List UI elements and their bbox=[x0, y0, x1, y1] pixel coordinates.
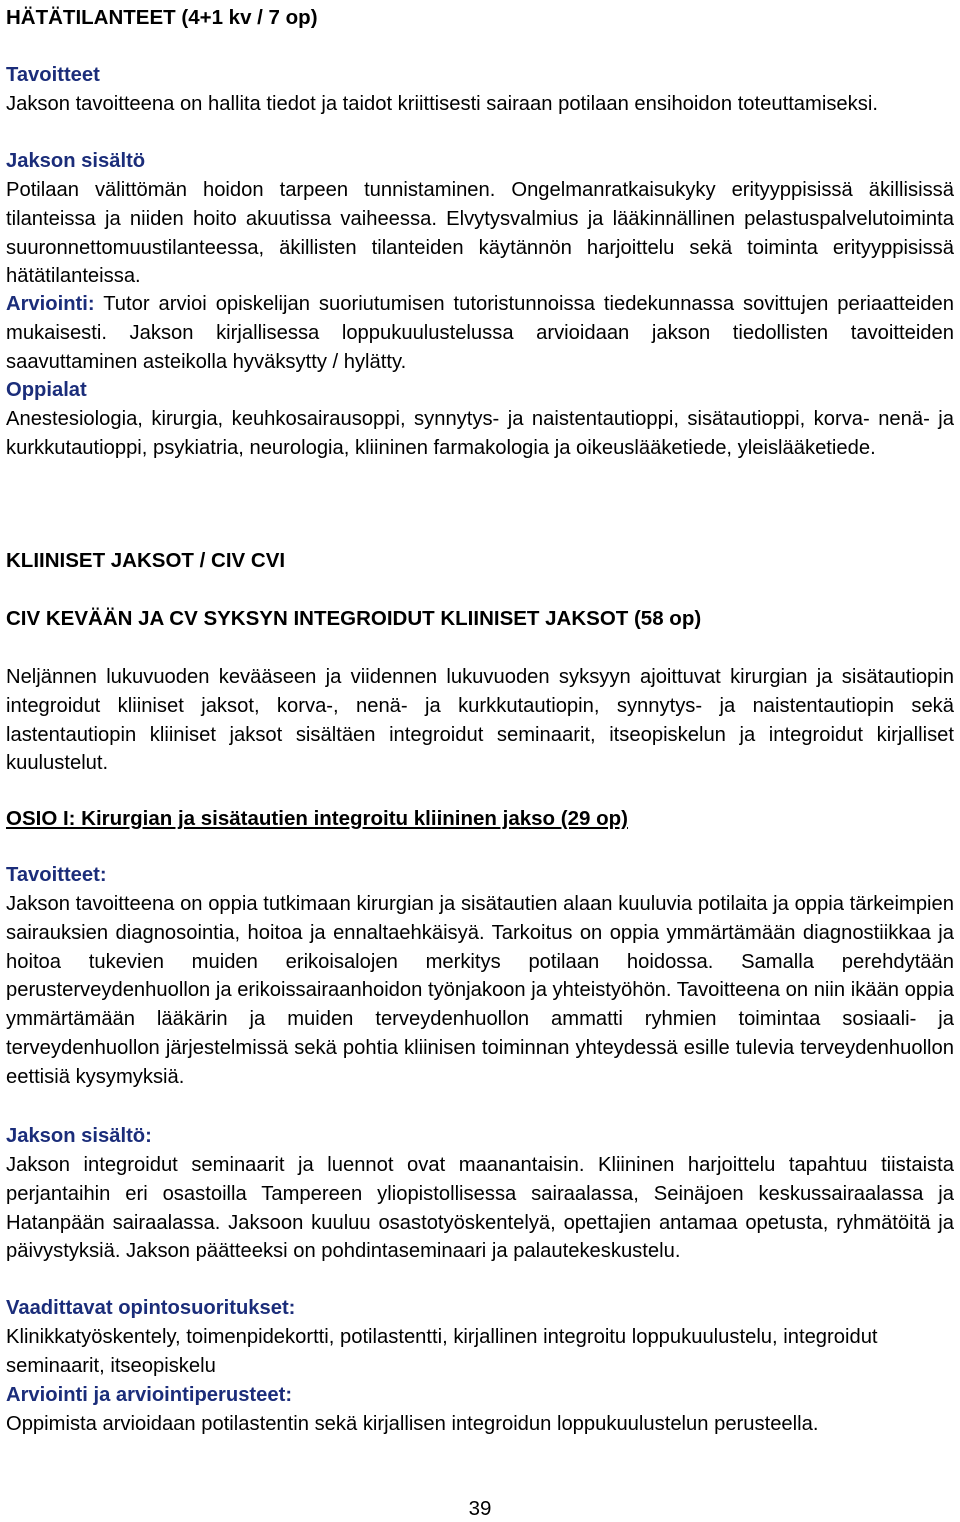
section-title-kliiniset-jaksot: KLIINISET JAKSOT / CIV CVI bbox=[6, 549, 286, 572]
jakson-sisalto-heading: Jakson sisältö bbox=[6, 150, 146, 172]
osio1-arviointi-heading: Arviointi ja arviointiperusteet: bbox=[6, 1384, 293, 1406]
arviointi-paragraph bbox=[6, 290, 954, 376]
tavoitteet-paragraph: Jakson tavoitteena on hallita tiedot ja taidot kriittisesti sairaan potilaan ensihoidon toteuttamiseksi. bbox=[6, 93, 878, 115]
section-title-hatatilanteet: HÄTÄTILANTEET (4+1 kv / 7 op) bbox=[6, 6, 318, 29]
osio1-suoritukset-heading: Vaadittavat opintosuoritukset: bbox=[6, 1297, 296, 1319]
osio1-sisalto-heading: Jakson sisältö: bbox=[6, 1125, 152, 1147]
osio1-tavoitteet-heading: Tavoitteet: bbox=[6, 864, 107, 886]
tavoitteet-heading: Tavoitteet bbox=[6, 64, 100, 86]
osio1-arviointi-paragraph: Oppimista arvioidaan potilastentin sekä kirjallisen integroidun loppukuulustelun perusteella. bbox=[6, 1413, 819, 1435]
section-subtitle-integroidut-jaksot: CIV KEVÄÄN JA CV SYKSYN INTEGROIDUT KLIINISET JAKSOT (58 op) bbox=[6, 607, 702, 630]
arviointi-label: Arviointi: bbox=[6, 293, 95, 315]
osio1-suoritukset-paragraph: Klinikkatyöskentely, toimenpidekortti, potilastentti, kirjallinen integroitu loppukuulustelu, integroidut seminaarit, itseopiskelu bbox=[6, 1326, 878, 1377]
jakson-sisalto-paragraph: Potilaan välittömän hoidon tarpeen tunnistaminen. Ongelmanratkaisukyky erityyppisissä äkillisissä tilanteissa ja niiden hoito akuutissa vaiheessa. Elvytysvalmius ja lääkinnällinen pelastuspalvelutoiminta suuronnettomuustilanteessa, äkillisten tilanteiden käytännön harjoittelu sekä toiminta erityyppisissä hätätilanteissa. bbox=[6, 179, 954, 288]
kliiniset-intro-paragraph: Neljännen lukuvuoden kevääseen ja viidennen lukuvuoden syksyyn ajoittuvat kirurgian ja sisätautiopin integroidut kliiniset jaksot, korva-, nenä- ja kurkkutautiopin, synnytys- ja naistentautiopin sekä lastentautiopin kliiniset jaksot sisältäen integroidut seminaarit, itseopiskelun ja integroidut kirjalliset kuulustelut. bbox=[6, 666, 954, 775]
arviointi-text: Tutor arvioi opiskelijan suoriutumisen tutoristunnoissa tiedekunnassa sovittujen periaatteiden mukaisesti. Jakson kirjallisessa loppukuulustelussa arvioidaan jakson tiedollisten tavoitteiden saavuttaminen asteikolla hyväksytty / hylätty. bbox=[6, 293, 954, 373]
oppialat-heading: Oppialat bbox=[6, 379, 87, 401]
page-number: 39 bbox=[468, 1497, 492, 1520]
oppialat-paragraph: Anestesiologia, kirurgia, keuhkosairausoppi, synnytys- ja naistentautioppi, sisätautioppi, korva- nenä- ja kurkkutautioppi, psykiatria, neurologia, kliininen farmakologia ja oikeuslääketiede, yleislääketiede. bbox=[6, 408, 954, 459]
osio1-title: OSIO I: Kirurgian ja sisätautien integroitu kliininen jakso (29 op) bbox=[6, 807, 628, 830]
osio1-sisalto-paragraph: Jakson integroidut seminaarit ja luennot ovat maanantaisin. Kliininen harjoittelu tapahtuu tiistaista perjantaihin eri osastoilla Tampereen yliopistollisessa sairaalassa, Seinäjoen keskussairaalassa ja Hatanpään sairaalassa. Jaksoon kuuluu osastotyöskentelyä, opettajien antamaa opetusta, ryhmätöitä ja päivystyksiä. Jakson päätteeksi on pohdintaseminaari ja palautekeskustelu. bbox=[6, 1154, 954, 1263]
osio1-tavoitteet-paragraph: Jakson tavoitteena on oppia tutkimaan kirurgian ja sisätautien alaan kuuluvia potilaita ja oppia tärkeimpien sairauksien diagnosointia, hoitoa ja ennaltaehkäisyä. Tarkoitus on oppia ymmärtämään diagnostiikkaa ja hoitoa tukevien muiden erikoisalojen merkitys potilaan hoidossa. Samalla perehdytään perusterveydenhuollon ja erikoissairaanhoidon työnjakoon ja yhteistyöhön. Tavoitteena on niin ikään oppia ymmärtämään lääkärin ja muiden terveydenhuollon ammatti ryhmien toimintaa sosiaali- ja terveydenhuollon järjestelmissä sekä pohtia kliinisen toiminnan yhteydessä esille tulevia terveydenhuollon eettisiä kysymyksiä. bbox=[6, 893, 954, 1088]
